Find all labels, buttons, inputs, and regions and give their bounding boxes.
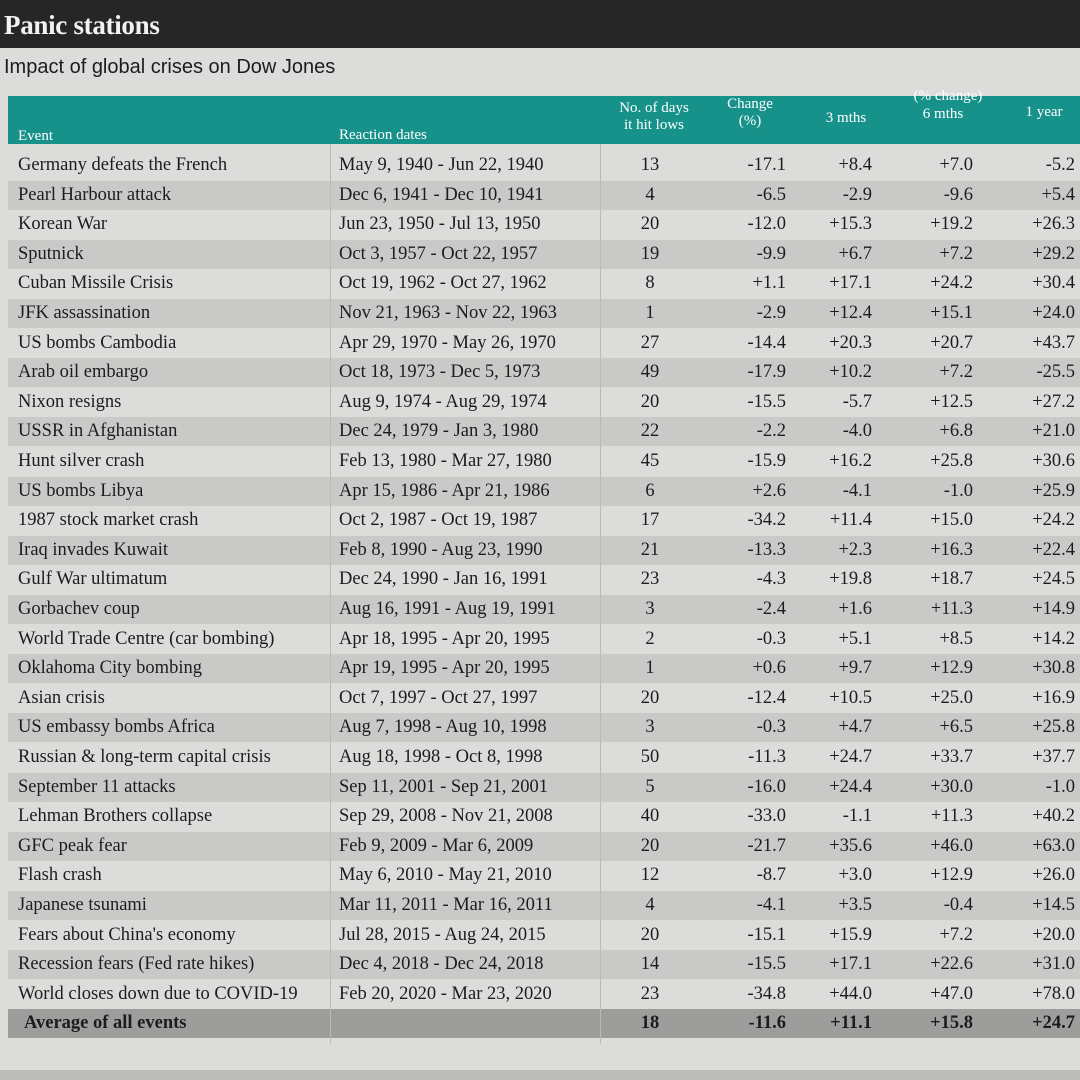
event-name: Lehman Brothers collapse xyxy=(18,806,213,827)
change-percent: -15.1 xyxy=(747,924,786,945)
table-row xyxy=(8,565,1080,594)
days-at-lows: 3 xyxy=(645,717,655,738)
days-at-lows: 23 xyxy=(640,983,660,1004)
three-month-change: +15.3 xyxy=(829,214,872,235)
days-at-lows: 40 xyxy=(640,806,660,827)
one-year-change: +30.6 xyxy=(1032,451,1075,471)
reaction-dates: Dec 24, 1990 - Jan 16, 1991 xyxy=(339,569,548,590)
change-percent: -15.5 xyxy=(747,954,786,975)
three-month-change: +20.3 xyxy=(829,332,872,353)
three-month-change: +17.1 xyxy=(829,954,872,975)
event-name: 1987 stock market crash xyxy=(18,510,199,531)
days-at-lows: 19 xyxy=(640,243,660,264)
header-change: Change (%) xyxy=(727,96,773,129)
reaction-dates: Apr 19, 1995 - Apr 20, 1995 xyxy=(339,658,550,679)
table-row xyxy=(8,980,1080,1009)
six-month-change: +22.6 xyxy=(930,954,973,975)
table-row xyxy=(8,477,1080,506)
table-row xyxy=(8,832,1080,861)
six-month-change: +6.8 xyxy=(939,421,973,442)
six-month-change: +6.5 xyxy=(939,717,973,738)
three-month-change: +24.4 xyxy=(829,776,872,797)
event-name: Oklahoma City bombing xyxy=(18,658,202,679)
event-name: Gulf War ultimatum xyxy=(18,569,168,590)
change-percent: -0.3 xyxy=(756,717,786,738)
days-at-lows: 18 xyxy=(640,1013,660,1034)
change-percent: -17.9 xyxy=(747,362,786,383)
reaction-dates: Aug 7, 1998 - Aug 10, 1998 xyxy=(339,717,547,738)
three-month-change: +3.5 xyxy=(838,895,872,915)
reaction-dates: Aug 16, 1991 - Aug 19, 1991 xyxy=(339,599,556,619)
event-name: US bombs Cambodia xyxy=(18,332,177,353)
days-at-lows: 4 xyxy=(645,184,655,205)
one-year-change: +29.2 xyxy=(1032,243,1075,264)
table-row xyxy=(8,654,1080,683)
six-month-change: +20.7 xyxy=(930,332,973,353)
table-row xyxy=(8,210,1080,239)
change-percent: -11.3 xyxy=(748,747,786,767)
table-row xyxy=(8,713,1080,742)
change-percent: +1.1 xyxy=(752,273,786,294)
table-row xyxy=(8,151,1080,180)
reaction-dates: May 6, 2010 - May 21, 2010 xyxy=(339,865,552,886)
six-month-change: -1.0 xyxy=(943,480,973,501)
change-percent: -14.4 xyxy=(747,332,786,353)
days-at-lows: 23 xyxy=(640,569,660,590)
event-name: World Trade Centre (car bombing) xyxy=(18,628,275,649)
event-name: Russian & long-term capital crisis xyxy=(18,747,271,767)
days-at-lows: 49 xyxy=(640,362,660,383)
reaction-dates: Feb 9, 2009 - Mar 6, 2009 xyxy=(339,835,534,856)
table-row xyxy=(8,447,1080,476)
table-header xyxy=(8,88,1080,144)
reaction-dates: Oct 19, 1962 - Oct 27, 1962 xyxy=(339,273,547,294)
three-month-change: +5.1 xyxy=(838,628,872,649)
one-year-change: +40.2 xyxy=(1032,806,1075,827)
reaction-dates: Nov 21, 1963 - Nov 22, 1963 xyxy=(339,303,557,323)
table-row xyxy=(8,773,1080,802)
days-at-lows: 13 xyxy=(640,155,660,175)
one-year-change: +43.7 xyxy=(1032,332,1075,353)
change-percent: -11.6 xyxy=(748,1013,786,1034)
days-at-lows: 27 xyxy=(640,332,660,353)
reaction-dates: Oct 2, 1987 - Oct 19, 1987 xyxy=(339,510,538,531)
six-month-change: +11.3 xyxy=(930,806,973,827)
three-month-change: +24.7 xyxy=(829,747,872,767)
days-at-lows: 20 xyxy=(640,924,660,945)
reaction-dates: Sep 11, 2001 - Sep 21, 2001 xyxy=(339,776,548,797)
one-year-change: +14.9 xyxy=(1032,599,1075,619)
six-month-change: -9.6 xyxy=(943,184,973,205)
event-name: Arab oil embargo xyxy=(18,362,149,383)
reaction-dates: Sep 29, 2008 - Nov 21, 2008 xyxy=(339,806,553,827)
one-year-change: +26.3 xyxy=(1032,214,1075,235)
six-month-change: +18.7 xyxy=(930,569,973,590)
event-name: JFK assassination xyxy=(18,303,151,323)
three-month-change: +1.6 xyxy=(838,599,872,619)
change-percent: -6.5 xyxy=(756,184,786,205)
days-at-lows: 14 xyxy=(640,954,660,975)
change-percent: -9.9 xyxy=(756,243,786,264)
one-year-change: +21.0 xyxy=(1032,421,1075,442)
six-month-change: +7.2 xyxy=(939,924,973,945)
reaction-dates: Apr 15, 1986 - Apr 21, 1986 xyxy=(339,480,550,501)
event-name: Korean War xyxy=(18,214,108,235)
change-percent: -2.2 xyxy=(756,421,786,442)
six-month-change: +16.3 xyxy=(930,539,973,560)
one-year-change: +25.9 xyxy=(1032,480,1075,501)
six-month-change: +15.8 xyxy=(930,1013,973,1034)
six-month-change: +7.2 xyxy=(939,243,973,264)
days-at-lows: 21 xyxy=(640,539,660,560)
title-bar xyxy=(0,0,1080,48)
one-year-change: -1.0 xyxy=(1045,776,1075,797)
change-percent: -21.7 xyxy=(747,835,786,856)
reaction-dates: Dec 24, 1979 - Jan 3, 1980 xyxy=(339,421,539,442)
change-percent: -33.0 xyxy=(747,806,786,827)
days-at-lows: 3 xyxy=(645,599,655,619)
average-row xyxy=(8,1009,1080,1038)
one-year-change: +30.8 xyxy=(1032,658,1075,679)
days-at-lows: 20 xyxy=(640,687,660,708)
change-percent: -12.0 xyxy=(747,214,786,235)
six-month-change: +46.0 xyxy=(930,835,973,856)
one-year-change: +16.9 xyxy=(1032,687,1075,708)
one-year-change: +24.7 xyxy=(1032,1013,1075,1034)
change-percent: -34.2 xyxy=(747,510,786,531)
three-month-change: +16.2 xyxy=(829,451,872,471)
one-year-change: -5.2 xyxy=(1045,155,1075,175)
days-at-lows: 8 xyxy=(645,273,655,294)
page-bottom-edge xyxy=(0,1070,1080,1080)
three-month-change: -4.1 xyxy=(842,480,872,501)
one-year-change: +27.2 xyxy=(1032,391,1075,412)
one-year-change: +78.0 xyxy=(1032,983,1075,1004)
change-percent: -34.8 xyxy=(747,983,786,1004)
three-month-change: -4.0 xyxy=(842,421,872,442)
event-name: Hunt silver crash xyxy=(18,451,145,471)
one-year-change: +20.0 xyxy=(1032,924,1075,945)
six-month-change: +47.0 xyxy=(930,983,973,1004)
reaction-dates: Oct 7, 1997 - Oct 27, 1997 xyxy=(339,687,538,708)
change-percent: -4.3 xyxy=(756,569,786,590)
six-month-change: +8.5 xyxy=(939,628,973,649)
days-at-lows: 4 xyxy=(645,895,655,915)
page-subtitle: Impact of global crises on Dow Jones xyxy=(4,56,336,78)
three-month-change: -2.9 xyxy=(842,184,872,205)
days-at-lows: 20 xyxy=(640,214,660,235)
table-row xyxy=(8,802,1080,831)
table-row xyxy=(8,684,1080,713)
change-percent: -2.4 xyxy=(756,599,786,619)
reaction-dates: Dec 6, 1941 - Dec 10, 1941 xyxy=(339,184,544,205)
three-month-change: +17.1 xyxy=(829,273,872,294)
days-at-lows: 1 xyxy=(645,303,655,323)
event-name: Recession fears (Fed rate hikes) xyxy=(18,954,255,975)
table-row xyxy=(8,299,1080,328)
days-at-lows: 2 xyxy=(645,628,655,649)
header-1-year: 1 year xyxy=(1025,104,1063,120)
three-month-change: +9.7 xyxy=(838,658,872,679)
event-name: Japanese tsunami xyxy=(18,895,147,915)
event-name: Iraq invades Kuwait xyxy=(18,539,169,560)
days-at-lows: 22 xyxy=(640,421,660,442)
three-month-change: +4.7 xyxy=(838,717,872,738)
header-6-months: 6 mths xyxy=(922,106,964,122)
one-year-change: +31.0 xyxy=(1032,954,1075,975)
three-month-change: -5.7 xyxy=(842,391,872,412)
three-month-change: +44.0 xyxy=(829,983,872,1004)
reaction-dates: Oct 3, 1957 - Oct 22, 1957 xyxy=(339,243,538,264)
three-month-change: +12.4 xyxy=(829,303,872,323)
event-name: Asian crisis xyxy=(18,687,105,708)
one-year-change: +14.5 xyxy=(1032,895,1075,915)
table-row xyxy=(8,240,1080,269)
event-name: Germany defeats the French xyxy=(18,155,228,175)
reaction-dates: Dec 4, 2018 - Dec 24, 2018 xyxy=(339,954,544,975)
reaction-dates: Feb 20, 2020 - Mar 23, 2020 xyxy=(339,983,552,1004)
event-name: US bombs Libya xyxy=(18,480,144,501)
three-month-change: +10.2 xyxy=(829,362,872,383)
six-month-change: +12.5 xyxy=(930,391,973,412)
table-row xyxy=(8,329,1080,358)
six-month-change: +11.3 xyxy=(930,599,973,619)
three-month-change: +11.1 xyxy=(830,1013,872,1034)
change-percent: -12.4 xyxy=(747,687,786,708)
event-name: World closes down due to COVID-19 xyxy=(18,983,298,1004)
one-year-change: +26.0 xyxy=(1032,865,1075,886)
one-year-change: +25.8 xyxy=(1032,717,1075,738)
table-row xyxy=(8,506,1080,535)
six-month-change: -0.4 xyxy=(943,895,973,915)
three-month-change: +11.4 xyxy=(829,510,872,531)
event-name: GFC peak fear xyxy=(18,835,127,856)
three-month-change: +8.4 xyxy=(838,155,872,175)
one-year-change: +24.0 xyxy=(1032,303,1075,323)
table-row xyxy=(8,891,1080,920)
change-percent: -8.7 xyxy=(756,865,786,886)
change-percent: -15.5 xyxy=(747,391,786,412)
six-month-change: +24.2 xyxy=(930,273,973,294)
change-percent: -4.1 xyxy=(756,895,786,915)
six-month-change: +7.0 xyxy=(939,155,973,175)
six-month-change: +25.8 xyxy=(930,451,973,471)
event-name: US embassy bombs Africa xyxy=(18,717,215,738)
event-name: Gorbachev coup xyxy=(18,599,140,619)
days-at-lows: 45 xyxy=(640,451,660,471)
header-3-months: 3 mths xyxy=(825,110,867,126)
header-days-at-lows: No. of days it hit lows xyxy=(619,100,689,133)
three-month-change: +15.9 xyxy=(829,924,872,945)
table-row xyxy=(8,861,1080,890)
table-row xyxy=(8,417,1080,446)
table-row xyxy=(8,950,1080,979)
change-percent: +2.6 xyxy=(752,480,786,501)
change-percent: +0.6 xyxy=(752,658,786,679)
six-month-change: +30.0 xyxy=(930,776,973,797)
event-name: Cuban Missile Crisis xyxy=(18,273,174,294)
one-year-change: +14.2 xyxy=(1032,628,1075,649)
one-year-change: +22.4 xyxy=(1032,539,1075,560)
table-row xyxy=(8,536,1080,565)
reaction-dates: Feb 13, 1980 - Mar 27, 1980 xyxy=(339,451,552,471)
one-year-change: +30.4 xyxy=(1032,273,1075,294)
one-year-change: -25.5 xyxy=(1036,362,1075,383)
six-month-change: +33.7 xyxy=(930,747,973,767)
change-percent: -15.9 xyxy=(747,451,786,471)
table-row xyxy=(8,743,1080,772)
header-reaction-dates: Reaction dates xyxy=(339,127,427,143)
reaction-dates: Apr 29, 1970 - May 26, 1970 xyxy=(339,332,556,353)
days-at-lows: 50 xyxy=(640,747,660,767)
table-row xyxy=(8,388,1080,417)
days-at-lows: 20 xyxy=(640,391,660,412)
page-title: Panic stations xyxy=(4,10,160,40)
reaction-dates: Apr 18, 1995 - Apr 20, 1995 xyxy=(339,628,550,649)
event-name: September 11 attacks xyxy=(18,776,176,797)
table-row xyxy=(8,625,1080,654)
table-row xyxy=(8,595,1080,624)
six-month-change: +15.0 xyxy=(930,510,973,531)
table-row xyxy=(8,921,1080,950)
three-month-change: +35.6 xyxy=(829,835,872,856)
table-row xyxy=(8,358,1080,387)
event-name: Nixon resigns xyxy=(18,391,122,412)
days-at-lows: 17 xyxy=(640,510,660,531)
reaction-dates: Aug 9, 1974 - Aug 29, 1974 xyxy=(339,391,547,412)
three-month-change: +6.7 xyxy=(838,243,872,264)
header-event: Event xyxy=(18,128,53,144)
reaction-dates: May 9, 1940 - Jun 22, 1940 xyxy=(339,155,544,175)
three-month-change: +3.0 xyxy=(838,865,872,886)
six-month-change: +7.2 xyxy=(939,362,973,383)
days-at-lows: 1 xyxy=(645,658,655,679)
days-at-lows: 20 xyxy=(640,835,660,856)
six-month-change: +25.0 xyxy=(930,687,973,708)
change-percent: -13.3 xyxy=(747,539,786,560)
six-month-change: +12.9 xyxy=(930,865,973,886)
change-percent: -17.1 xyxy=(747,155,786,175)
one-year-change: +24.2 xyxy=(1032,510,1075,531)
three-month-change: +19.8 xyxy=(829,569,872,590)
days-at-lows: 6 xyxy=(645,480,655,501)
one-year-change: +63.0 xyxy=(1032,835,1075,856)
days-at-lows: 12 xyxy=(640,865,660,886)
six-month-change: +12.9 xyxy=(930,658,973,679)
reaction-dates: Aug 18, 1998 - Oct 8, 1998 xyxy=(339,747,543,767)
one-year-change: +5.4 xyxy=(1041,184,1075,205)
event-name: Sputnick xyxy=(18,243,84,264)
three-month-change: +2.3 xyxy=(838,539,872,560)
change-percent: -2.9 xyxy=(756,303,786,323)
six-month-change: +19.2 xyxy=(930,214,973,235)
column-divider xyxy=(330,144,331,1044)
one-year-change: +24.5 xyxy=(1032,569,1075,590)
reaction-dates: Jul 28, 2015 - Aug 24, 2015 xyxy=(339,924,546,945)
reaction-dates: Feb 8, 1990 - Aug 23, 1990 xyxy=(339,539,543,560)
reaction-dates: Oct 18, 1973 - Dec 5, 1973 xyxy=(339,362,541,383)
event-name: Pearl Harbour attack xyxy=(18,184,172,205)
header-percent-change-group: (% change) xyxy=(913,88,983,104)
reaction-dates: Mar 11, 2011 - Mar 16, 2011 xyxy=(339,895,553,915)
three-month-change: +10.5 xyxy=(829,687,872,708)
event-name: USSR in Afghanistan xyxy=(18,421,178,442)
table-row xyxy=(8,269,1080,298)
event-name: Fears about China's economy xyxy=(18,924,236,945)
change-percent: -0.3 xyxy=(756,628,786,649)
reaction-dates: Jun 23, 1950 - Jul 13, 1950 xyxy=(339,214,541,235)
six-month-change: +15.1 xyxy=(930,303,973,323)
one-year-change: +37.7 xyxy=(1032,747,1075,767)
three-month-change: -1.1 xyxy=(842,806,872,827)
column-divider xyxy=(600,144,601,1044)
table-row xyxy=(8,181,1080,210)
event-name: Average of all events xyxy=(24,1013,187,1034)
change-percent: -16.0 xyxy=(747,776,786,797)
days-at-lows: 5 xyxy=(645,776,655,797)
event-name: Flash crash xyxy=(18,865,102,886)
